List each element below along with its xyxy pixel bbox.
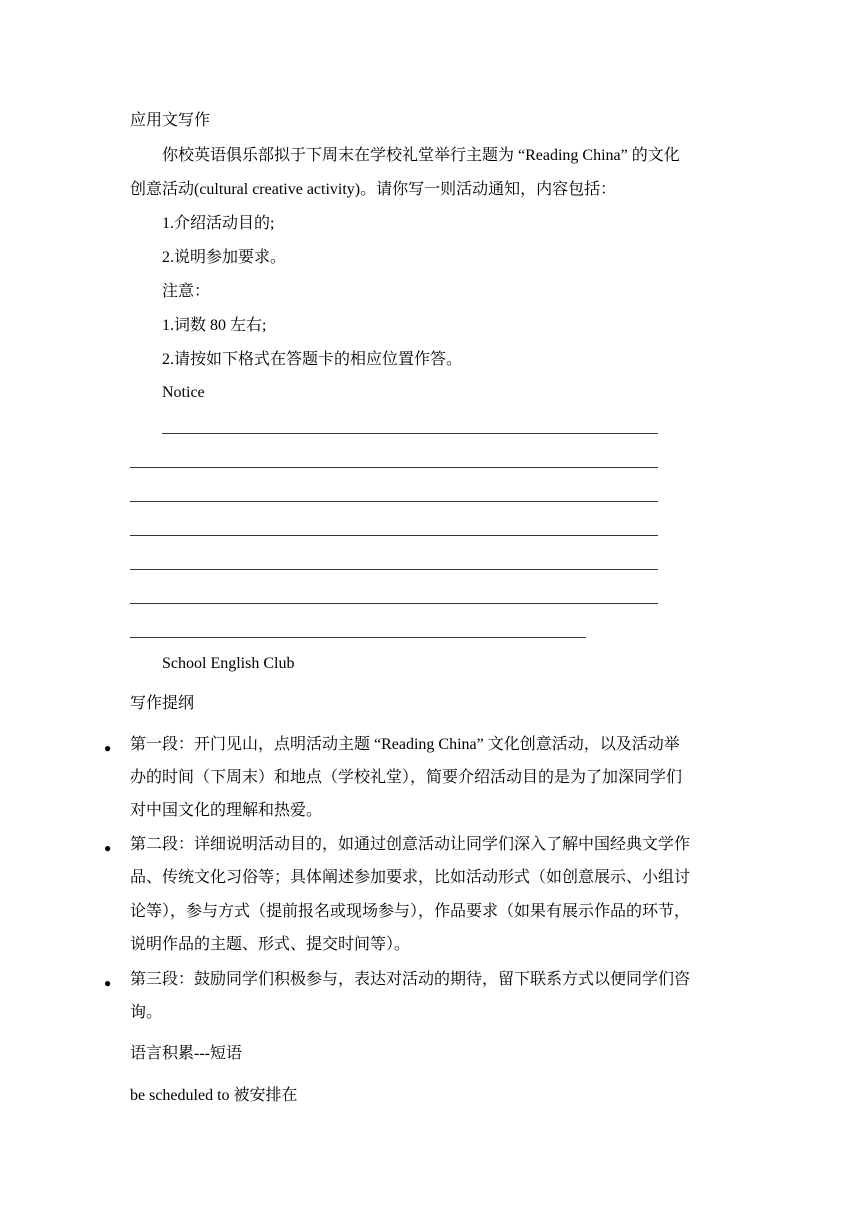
prompt-line-1: 你校英语俱乐部拟于下周末在学校礼堂举行主题为 “Reading China” 的文化 [162, 147, 680, 164]
answer-line: __________________________________________________________________ [130, 589, 658, 606]
section-title: 应用文写作 [130, 112, 211, 129]
note-item-2: 2.请按如下格式在答题卡的相应位置作答。 [162, 351, 463, 368]
phrases-title: 语言积累---短语 [130, 1045, 242, 1062]
outline-bullet-1-line: 第一段：开门见山，点明活动主题 “Reading China” 文化创意活动，以及活动举 [130, 736, 680, 753]
outline-bullet-3-line: 询。 [130, 1004, 163, 1021]
outline-bullet-3-line: 第三段：鼓励同学们积极参与，表达对活动的期待，留下联系方式以便同学们咨 [130, 971, 691, 988]
outline-bullet-2-line: 品、传统文化习俗等；具体阐述参加要求，比如活动形式（如创意展示、小组讨 [130, 869, 691, 886]
prompt-item-1: 1.介绍活动目的; [162, 215, 275, 232]
note-item-1: 1.词数 80 左右; [162, 317, 267, 334]
note-label: 注意： [162, 283, 211, 300]
outline-title: 写作提纲 [130, 695, 195, 712]
answer-line: ______________________________________________________________ [162, 419, 658, 436]
answer-line: _________________________________________________________ [130, 623, 586, 640]
outline-bullet-2-line: 第二段：详细说明活动目的，如通过创意活动让同学们深入了解中国经典文学作 [130, 836, 691, 853]
answer-line: __________________________________________________________________ [130, 555, 658, 572]
outline-bullet-1-line: 对中国文化的理解和热爱。 [130, 802, 323, 819]
outline-bullet-2-line: 说明作品的主题、形式、提交时间等）。 [130, 936, 411, 953]
answer-line: __________________________________________________________________ [130, 521, 658, 538]
phrase-item: be scheduled to 被安排在 [130, 1087, 298, 1104]
outline-bullet-2-line: 论等），参与方式（提前报名或现场参与），作品要求（如果有展示作品的环节， [130, 903, 691, 920]
answer-line: __________________________________________________________________ [130, 487, 658, 504]
bullet-icon: ● [104, 841, 112, 855]
bullet-icon: ● [104, 741, 112, 755]
bullet-icon: ● [104, 976, 112, 990]
signature: School English Club [162, 655, 295, 672]
prompt-item-2: 2.说明参加要求。 [162, 249, 287, 266]
outline-bullet-1-line: 办的时间（下周末）和地点（学校礼堂），简要介绍活动目的是为了加深同学们 [130, 769, 683, 786]
answer-line: __________________________________________________________________ [130, 453, 658, 470]
notice-heading: Notice [162, 384, 205, 401]
prompt-line-2: 创意活动(cultural creative activity)。请你写一则活动通知，内容包括： [130, 181, 617, 198]
